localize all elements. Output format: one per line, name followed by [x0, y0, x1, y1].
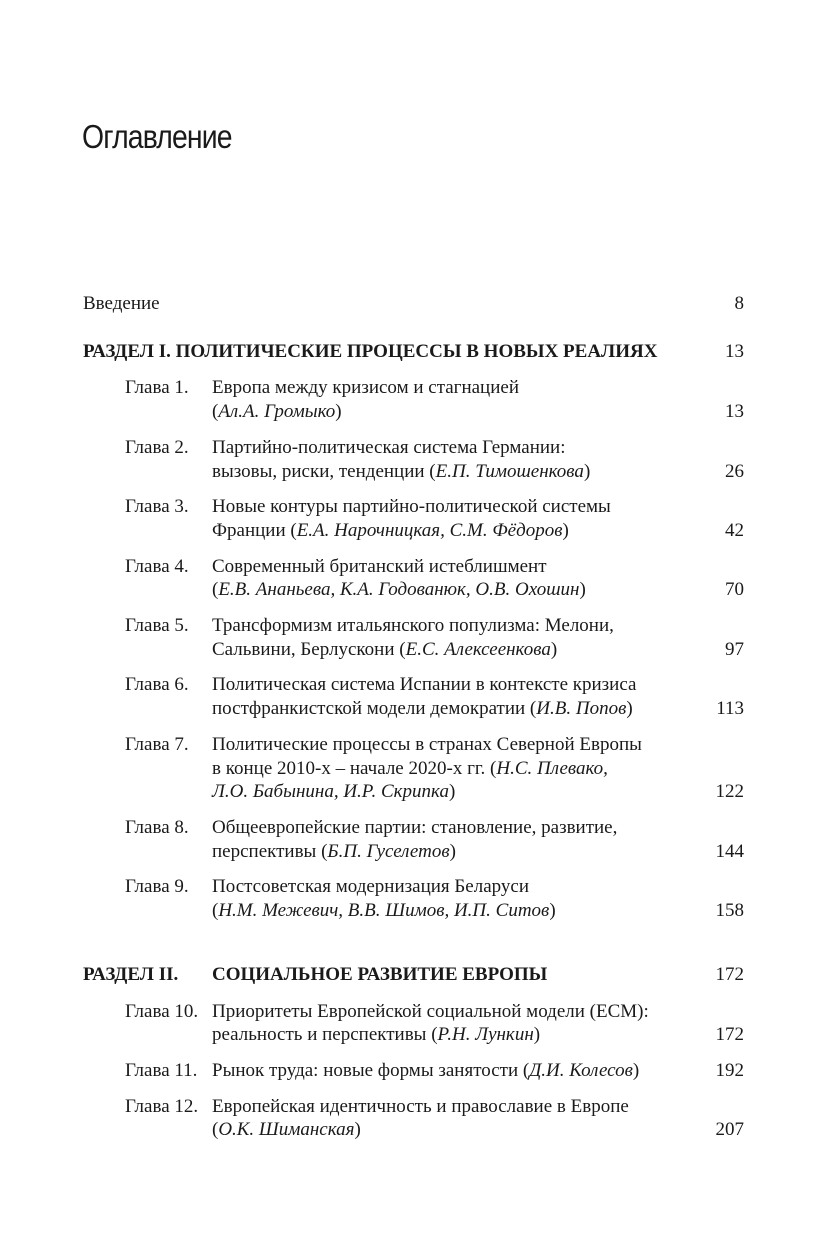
section-2-page: 172	[715, 964, 744, 985]
chapter-title: Новые контуры партийно-политической системы	[212, 496, 611, 517]
chapter-authors: постфранкистской модели демократии (И.В. Попов)	[212, 698, 633, 719]
chapter-page: 122	[715, 781, 744, 802]
chapter-authors: Франции (Е.А. Нарочницкая, С.М. Фёдоров)	[212, 520, 569, 541]
chapter-number: Глава 6.	[125, 674, 189, 695]
section-1-page: 13	[725, 341, 744, 362]
chapter-page: 144	[715, 841, 744, 862]
chapter-title: Приоритеты Европейской социальной модели (ЕСМ):	[212, 1001, 649, 1022]
chapter-title: Постсоветская модернизация Беларуси	[212, 876, 530, 897]
chapter-number: Глава 12.	[125, 1096, 199, 1117]
chapter-number: Глава 5.	[125, 615, 189, 636]
chapter-number: Глава 1.	[125, 377, 189, 398]
chapter-authors: перспективы (Б.П. Гуселетов)	[212, 841, 456, 862]
section-1-heading: РАЗДЕЛ I. ПОЛИТИЧЕСКИЕ ПРОЦЕССЫ В НОВЫХ РЕАЛИЯХ	[83, 341, 658, 362]
chapter-page: 158	[715, 900, 744, 921]
chapter-authors: вызовы, риски, тенденции (Е.П. Тимошенкова)	[212, 461, 591, 482]
chapter-number: Глава 8.	[125, 817, 189, 838]
chapter-page: 113	[716, 698, 744, 719]
chapter-authors: Сальвини, Берлускони (Е.С. Алексеенкова)	[212, 639, 558, 660]
page-title: Оглавление	[82, 118, 232, 155]
chapter-page: 13	[725, 401, 744, 422]
chapter-title: Трансформизм итальянского популизма: Мелони,	[212, 615, 614, 636]
chapter-authors: (О.К. Шиманская)	[212, 1119, 361, 1140]
chapter-page: 42	[725, 520, 744, 541]
chapter-authors: (Ал.А. Громыко)	[212, 401, 342, 422]
section-2-title: СОЦИАЛЬНОЕ РАЗВИТИЕ ЕВРОПЫ	[212, 964, 548, 985]
chapter-title: Рынок труда: новые формы занятости (Д.И. Колесов)	[212, 1060, 640, 1081]
chapter-page: 172	[715, 1024, 744, 1045]
chapter-subtitle: в конце 2010-х – начале 2020-х гг. (Н.С. Плевако,	[212, 758, 608, 779]
chapter-title: Общеевропейские партии: становление, развитие,	[212, 817, 618, 838]
chapter-page: 26	[725, 461, 744, 482]
chapter-page: 97	[725, 639, 744, 660]
chapter-title: Партийно-политическая система Германии:	[212, 437, 566, 458]
chapter-number: Глава 4.	[125, 556, 189, 577]
chapter-authors: (Н.М. Межевич, В.В. Шимов, И.П. Ситов)	[212, 900, 556, 921]
chapter-number: Глава 2.	[125, 437, 189, 458]
chapter-title: Политические процессы в странах Северной Европы	[212, 734, 642, 755]
toc-intro-label: Введение	[83, 293, 160, 314]
toc-intro-page: 8	[734, 293, 744, 314]
section-2-label: РАЗДЕЛ II.	[83, 964, 179, 985]
chapter-page: 192	[715, 1060, 744, 1081]
chapter-number: Глава 3.	[125, 496, 189, 517]
chapter-title: Европа между кризисом и стагнацией	[212, 377, 519, 398]
chapter-title: Политическая система Испании в контексте кризиса	[212, 674, 637, 695]
chapter-page: 207	[715, 1119, 744, 1140]
chapter-page: 70	[725, 579, 744, 600]
chapter-number: Глава 10.	[125, 1001, 199, 1022]
chapter-title: Европейская идентичность и православие в Европе	[212, 1096, 629, 1117]
chapter-authors: реальность и перспективы (Р.Н. Лункин)	[212, 1024, 541, 1045]
chapter-authors: Л.О. Бабынина, И.Р. Скрипка)	[212, 781, 456, 802]
chapter-number: Глава 9.	[125, 876, 189, 897]
chapter-number: Глава 7.	[125, 734, 189, 755]
chapter-authors: (Е.В. Ананьева, К.А. Годованюк, О.В. Охошин)	[212, 579, 586, 600]
chapter-number: Глава 11.	[125, 1060, 198, 1081]
chapter-title: Современный британский истеблишмент	[212, 556, 547, 577]
